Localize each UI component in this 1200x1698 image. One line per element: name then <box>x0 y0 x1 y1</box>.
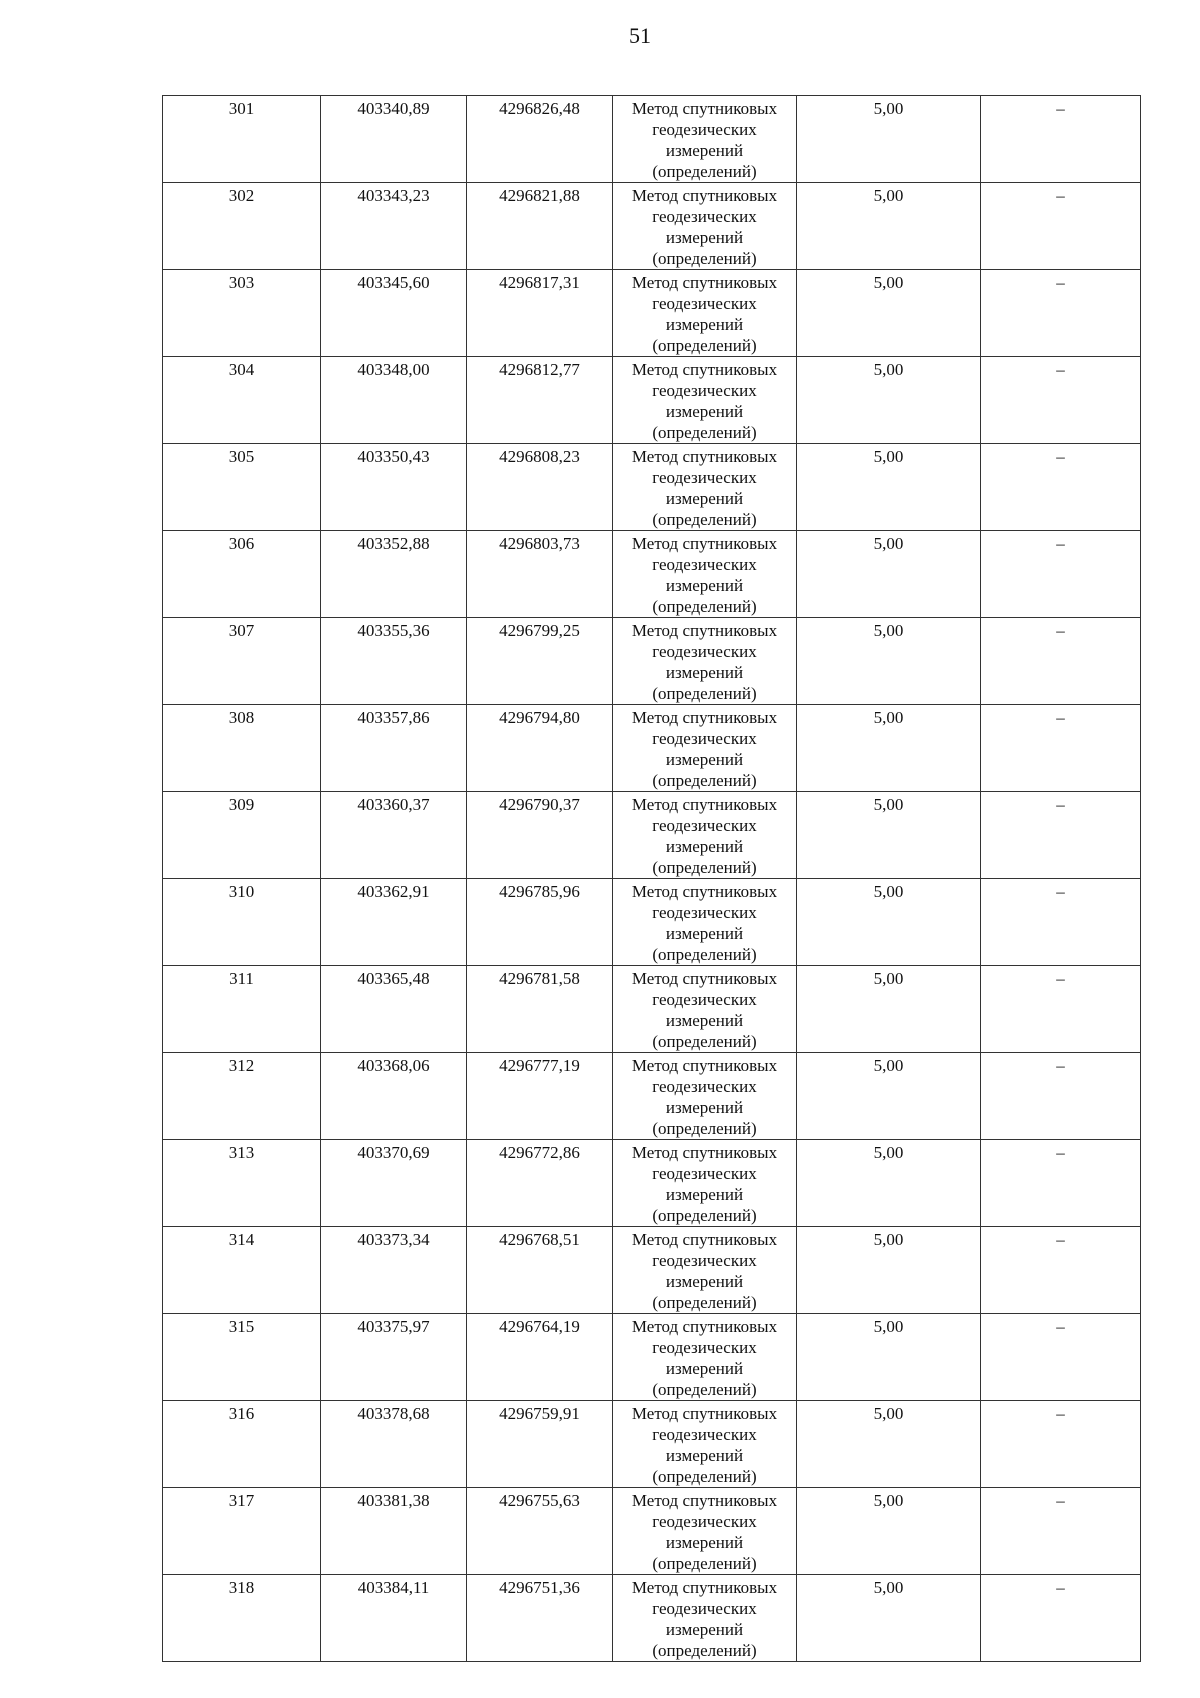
method-cell: Метод спутниковых геодезических измерений (определений) <box>613 966 797 1053</box>
accuracy-cell: 5,00 <box>797 444 981 531</box>
note-cell: – <box>981 879 1141 966</box>
point-number-cell: 315 <box>163 1314 321 1401</box>
accuracy-cell: 5,00 <box>797 1575 981 1662</box>
table-row <box>163 618 1141 705</box>
table-row <box>163 966 1141 1053</box>
coordinates-table <box>162 95 1141 1662</box>
y-coordinate-cell: 4296777,19 <box>467 1053 613 1140</box>
point-number-cell: 304 <box>163 357 321 444</box>
x-coordinate-cell: 403368,06 <box>321 1053 467 1140</box>
accuracy-cell: 5,00 <box>797 1140 981 1227</box>
x-coordinate-cell: 403378,68 <box>321 1401 467 1488</box>
point-number-cell: 303 <box>163 270 321 357</box>
accuracy-cell: 5,00 <box>797 879 981 966</box>
method-cell: Метод спутниковых геодезических измерений (определений) <box>613 879 797 966</box>
accuracy-cell: 5,00 <box>797 792 981 879</box>
method-cell: Метод спутниковых геодезических измерений (определений) <box>613 357 797 444</box>
y-coordinate-cell: 4296821,88 <box>467 183 613 270</box>
y-coordinate-cell: 4296751,36 <box>467 1575 613 1662</box>
point-number-cell: 317 <box>163 1488 321 1575</box>
x-coordinate-cell: 403348,00 <box>321 357 467 444</box>
y-coordinate-cell: 4296794,80 <box>467 705 613 792</box>
accuracy-cell: 5,00 <box>797 357 981 444</box>
point-number-cell: 302 <box>163 183 321 270</box>
x-coordinate-cell: 403345,60 <box>321 270 467 357</box>
note-cell: – <box>981 1488 1141 1575</box>
method-cell: Метод спутниковых геодезических измерений (определений) <box>613 1227 797 1314</box>
table-row <box>163 183 1141 270</box>
note-cell: – <box>981 531 1141 618</box>
x-coordinate-cell: 403355,36 <box>321 618 467 705</box>
x-coordinate-cell: 403343,23 <box>321 183 467 270</box>
note-cell: – <box>981 1401 1141 1488</box>
table-row <box>163 792 1141 879</box>
table-row <box>163 96 1141 183</box>
table-row <box>163 1401 1141 1488</box>
table-row <box>163 879 1141 966</box>
y-coordinate-cell: 4296808,23 <box>467 444 613 531</box>
table-row <box>163 270 1141 357</box>
method-cell: Метод спутниковых геодезических измерений (определений) <box>613 705 797 792</box>
note-cell: – <box>981 183 1141 270</box>
method-cell: Метод спутниковых геодезических измерений (определений) <box>613 1053 797 1140</box>
y-coordinate-cell: 4296772,86 <box>467 1140 613 1227</box>
x-coordinate-cell: 403373,34 <box>321 1227 467 1314</box>
note-cell: – <box>981 705 1141 792</box>
x-coordinate-cell: 403362,91 <box>321 879 467 966</box>
point-number-cell: 311 <box>163 966 321 1053</box>
method-cell: Метод спутниковых геодезических измерений (определений) <box>613 270 797 357</box>
table-row <box>163 1314 1141 1401</box>
method-cell: Метод спутниковых геодезических измерений (определений) <box>613 1488 797 1575</box>
y-coordinate-cell: 4296812,77 <box>467 357 613 444</box>
page-number: 51 <box>629 23 651 48</box>
y-coordinate-cell: 4296799,25 <box>467 618 613 705</box>
accuracy-cell: 5,00 <box>797 183 981 270</box>
x-coordinate-cell: 403384,11 <box>321 1575 467 1662</box>
method-cell: Метод спутниковых геодезических измерений (определений) <box>613 531 797 618</box>
x-coordinate-cell: 403352,88 <box>321 531 467 618</box>
point-number-cell: 306 <box>163 531 321 618</box>
y-coordinate-cell: 4296790,37 <box>467 792 613 879</box>
point-number-cell: 310 <box>163 879 321 966</box>
point-number-cell: 316 <box>163 1401 321 1488</box>
y-coordinate-cell: 4296803,73 <box>467 531 613 618</box>
accuracy-cell: 5,00 <box>797 1314 981 1401</box>
x-coordinate-cell: 403340,89 <box>321 96 467 183</box>
point-number-cell: 307 <box>163 618 321 705</box>
table-row <box>163 531 1141 618</box>
accuracy-cell: 5,00 <box>797 705 981 792</box>
table-row <box>163 1575 1141 1662</box>
method-cell: Метод спутниковых геодезических измерений (определений) <box>613 618 797 705</box>
point-number-cell: 318 <box>163 1575 321 1662</box>
accuracy-cell: 5,00 <box>797 531 981 618</box>
x-coordinate-cell: 403381,38 <box>321 1488 467 1575</box>
method-cell: Метод спутниковых геодезических измерений (определений) <box>613 792 797 879</box>
note-cell: – <box>981 1575 1141 1662</box>
note-cell: – <box>981 357 1141 444</box>
point-number-cell: 312 <box>163 1053 321 1140</box>
accuracy-cell: 5,00 <box>797 966 981 1053</box>
x-coordinate-cell: 403360,37 <box>321 792 467 879</box>
point-number-cell: 308 <box>163 705 321 792</box>
point-number-cell: 305 <box>163 444 321 531</box>
table-row <box>163 444 1141 531</box>
point-number-cell: 313 <box>163 1140 321 1227</box>
table-row <box>163 1227 1141 1314</box>
table-row <box>163 705 1141 792</box>
accuracy-cell: 5,00 <box>797 1401 981 1488</box>
note-cell: – <box>981 792 1141 879</box>
x-coordinate-cell: 403365,48 <box>321 966 467 1053</box>
note-cell: – <box>981 1227 1141 1314</box>
y-coordinate-cell: 4296781,58 <box>467 966 613 1053</box>
point-number-cell: 309 <box>163 792 321 879</box>
point-number-cell: 314 <box>163 1227 321 1314</box>
note-cell: – <box>981 1140 1141 1227</box>
table-row <box>163 357 1141 444</box>
method-cell: Метод спутниковых геодезических измерений (определений) <box>613 183 797 270</box>
note-cell: – <box>981 270 1141 357</box>
y-coordinate-cell: 4296764,19 <box>467 1314 613 1401</box>
table-row <box>163 1140 1141 1227</box>
method-cell: Метод спутниковых геодезических измерений (определений) <box>613 96 797 183</box>
method-cell: Метод спутниковых геодезических измерений (определений) <box>613 1140 797 1227</box>
y-coordinate-cell: 4296759,91 <box>467 1401 613 1488</box>
method-cell: Метод спутниковых геодезических измерений (определений) <box>613 444 797 531</box>
table-row <box>163 1488 1141 1575</box>
y-coordinate-cell: 4296768,51 <box>467 1227 613 1314</box>
note-cell: – <box>981 966 1141 1053</box>
accuracy-cell: 5,00 <box>797 1227 981 1314</box>
accuracy-cell: 5,00 <box>797 1488 981 1575</box>
accuracy-cell: 5,00 <box>797 618 981 705</box>
x-coordinate-cell: 403375,97 <box>321 1314 467 1401</box>
note-cell: – <box>981 618 1141 705</box>
note-cell: – <box>981 1314 1141 1401</box>
method-cell: Метод спутниковых геодезических измерений (определений) <box>613 1314 797 1401</box>
y-coordinate-cell: 4296785,96 <box>467 879 613 966</box>
accuracy-cell: 5,00 <box>797 1053 981 1140</box>
note-cell: – <box>981 1053 1141 1140</box>
note-cell: – <box>981 96 1141 183</box>
accuracy-cell: 5,00 <box>797 96 981 183</box>
accuracy-cell: 5,00 <box>797 270 981 357</box>
x-coordinate-cell: 403370,69 <box>321 1140 467 1227</box>
point-number-cell: 301 <box>163 96 321 183</box>
y-coordinate-cell: 4296817,31 <box>467 270 613 357</box>
note-cell: – <box>981 444 1141 531</box>
x-coordinate-cell: 403350,43 <box>321 444 467 531</box>
y-coordinate-cell: 4296755,63 <box>467 1488 613 1575</box>
y-coordinate-cell: 4296826,48 <box>467 96 613 183</box>
method-cell: Метод спутниковых геодезических измерений (определений) <box>613 1401 797 1488</box>
x-coordinate-cell: 403357,86 <box>321 705 467 792</box>
coordinates-table-body <box>163 96 1141 1662</box>
table-row <box>163 1053 1141 1140</box>
method-cell: Метод спутниковых геодезических измерений (определений) <box>613 1575 797 1662</box>
